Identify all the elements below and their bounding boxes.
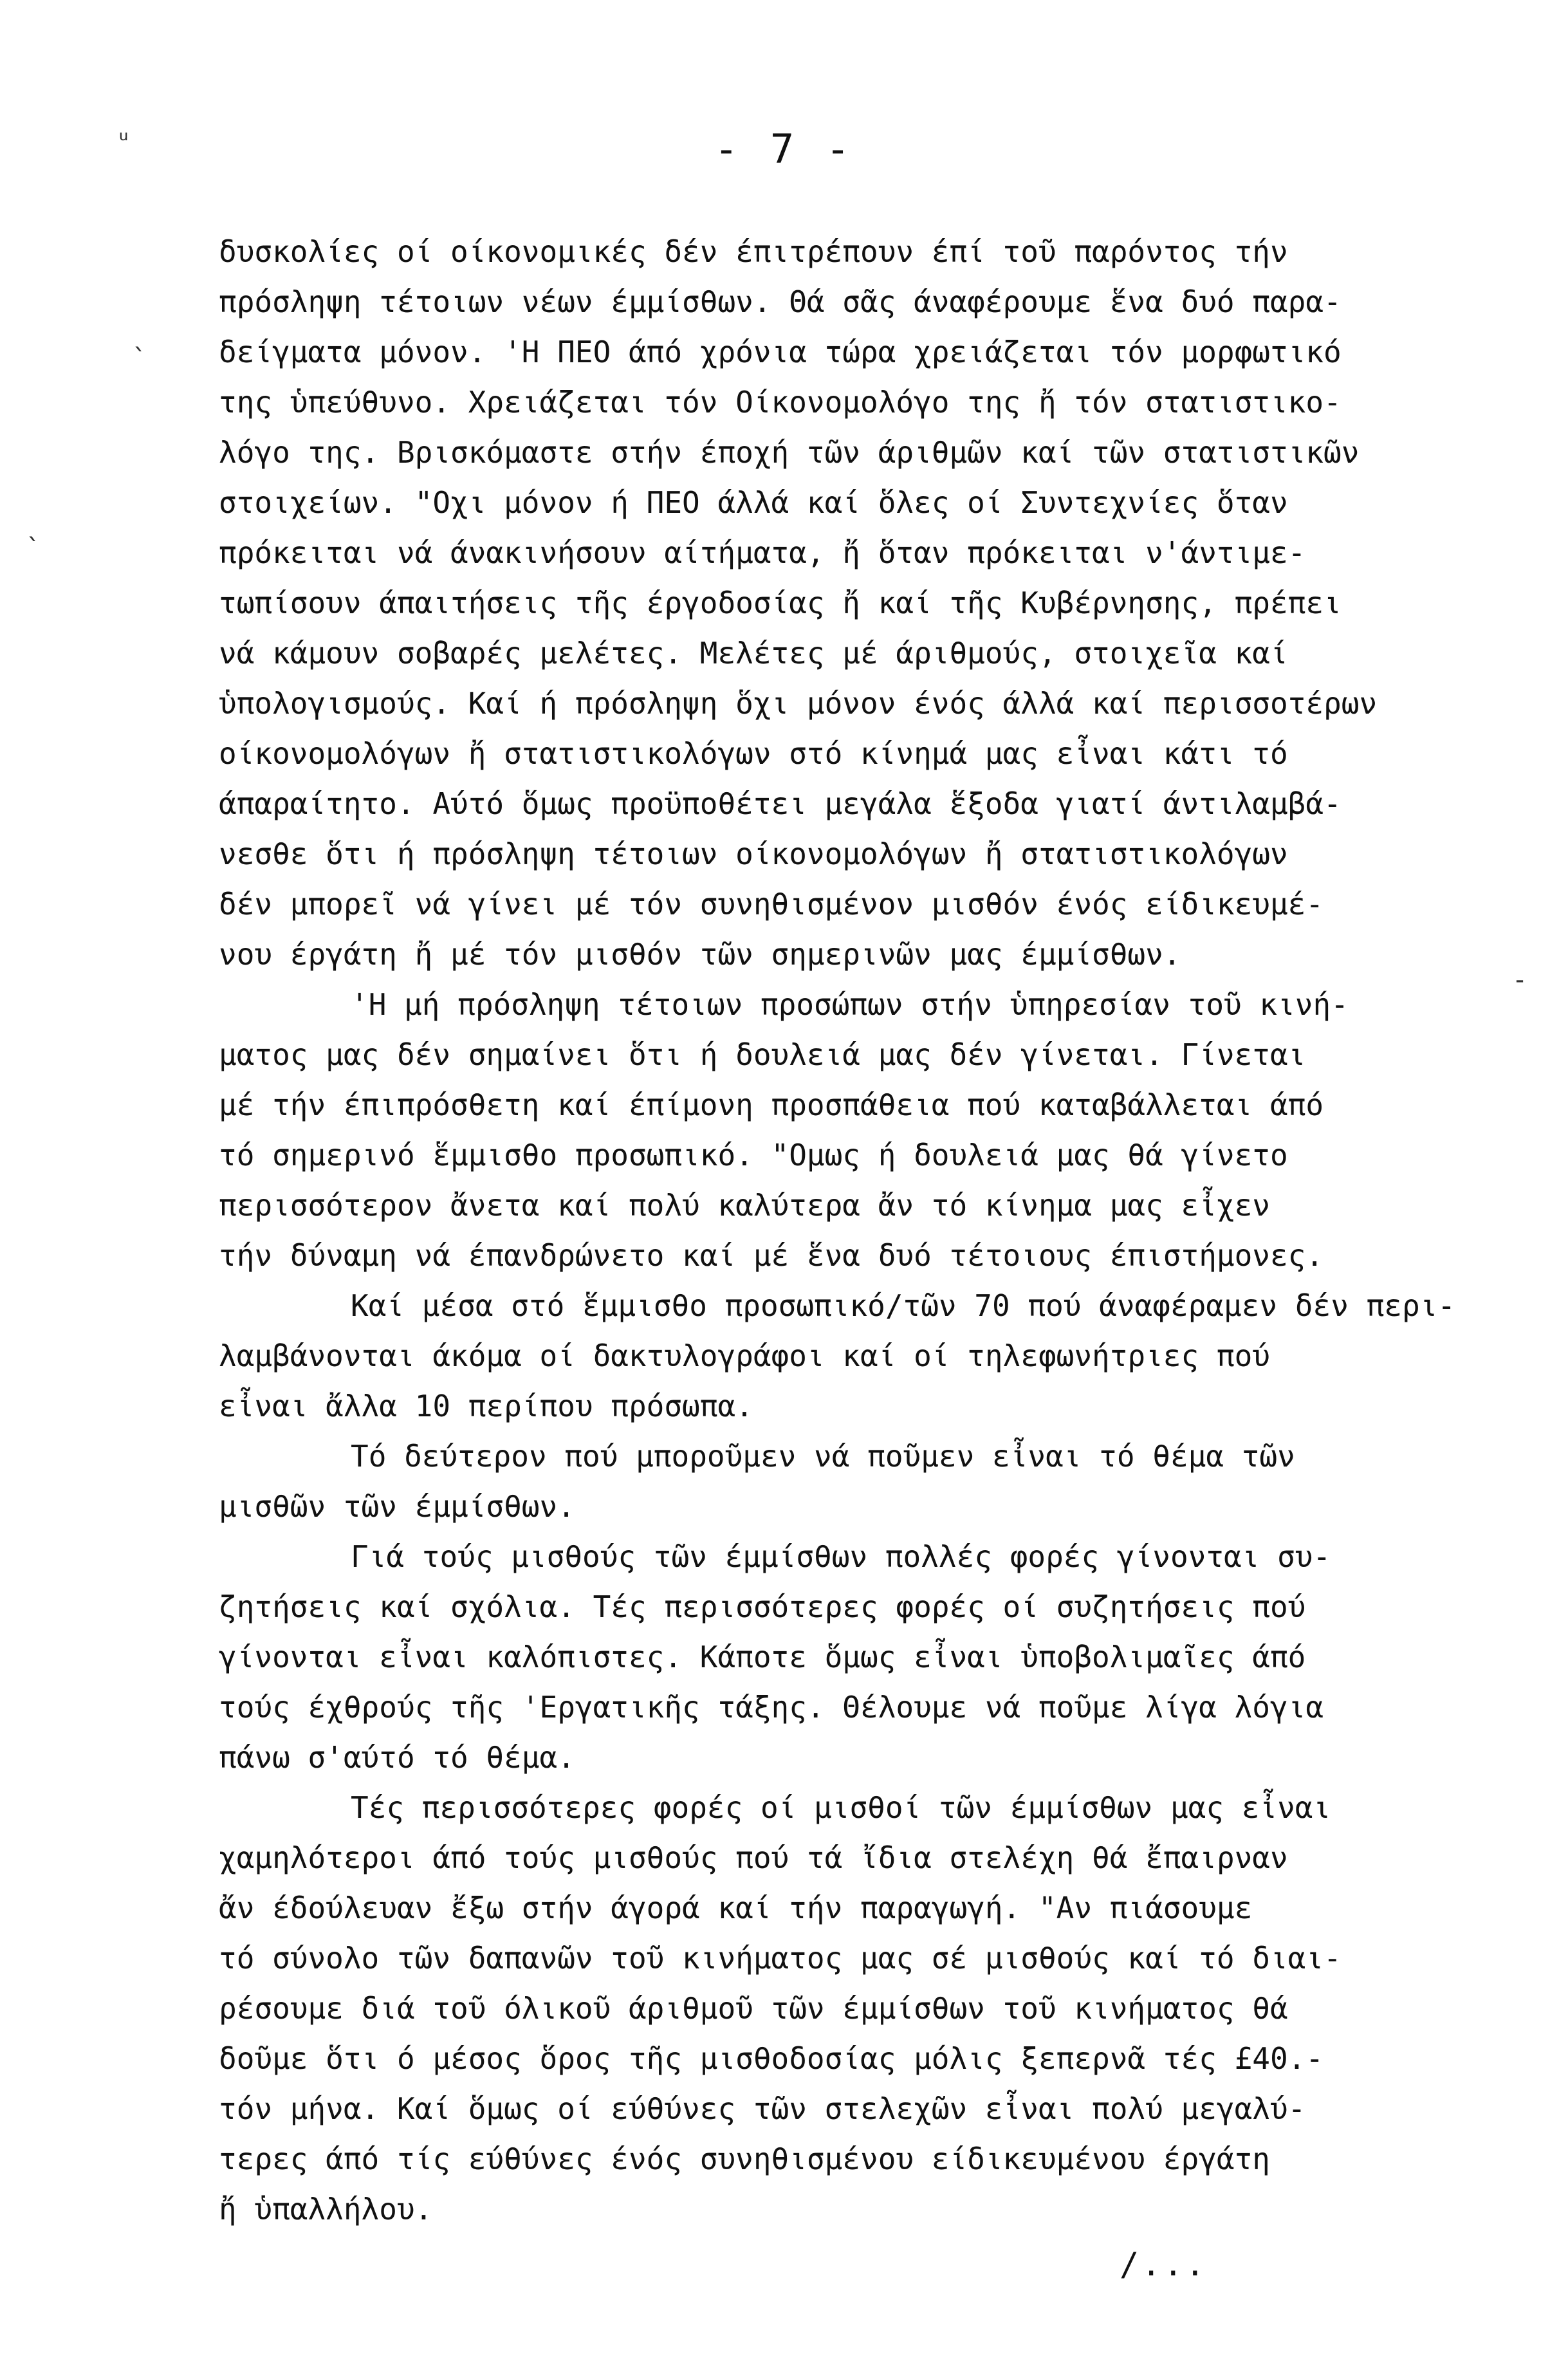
- text-line: ματος μας δέν σημαίνει ὅτι ή δουλειά μας δέν γίνεται. Γίνεται: [219, 1037, 1306, 1072]
- text-line: Γιά τούς μισθούς τῶν έμμίσθων πολλές φορές γίνονται συ-: [351, 1539, 1331, 1574]
- text-line: τό σημερινό ἕμμισθο προσωπικό. "Ομως ή δουλειά μας θά γίνετο: [219, 1138, 1288, 1172]
- text-line: μισθῶν τῶν έμμίσθων.: [219, 1489, 575, 1524]
- text-line: Τές περισσότερες φορές οί μισθοί τῶν έμμίσθων μας εἶναι: [351, 1790, 1331, 1825]
- text-line: δείγματα μόνον. 'Η ΠΕΟ άπό χρόνια τώρα χρειάζεται τόν μορφωτικό: [219, 335, 1342, 369]
- text-line: ρέσουμε διά τοῦ όλικοῦ άριθμοῦ τῶν έμμίσθων τοῦ κινήματος θά: [219, 1991, 1288, 2026]
- text-line: άπαραίτητο. Αύτό ὅμως προϋποθέτει μεγάλα ἕξοδα γιατί άντιλαμβά-: [219, 786, 1342, 821]
- stray-mark-top-left: ᵘ: [116, 125, 132, 155]
- text-line: χαμηλότεροι άπό τούς μισθούς πού τά ἴδια στελέχη θά ἔπαιρναν: [219, 1840, 1288, 1875]
- text-line: περισσότερον ἄνετα καί πολύ καλύτερα ἄν τό κίνημα μας εἶχεν: [219, 1188, 1270, 1223]
- page-number: - 7 -: [714, 125, 854, 172]
- text-line: τό σύνολο τῶν δαπανῶν τοῦ κινήματος μας σέ μισθούς καί τό διαι-: [219, 1941, 1342, 1976]
- text-line: πάνω σ'αύτό τό θέμα.: [219, 1740, 575, 1775]
- text-line: τούς έχθρούς τῆς 'Εργατικῆς τάξης. Θέλουμε νά ποῦμε λίγα λόγια: [219, 1690, 1324, 1725]
- text-line: ὑπολογισμούς. Καί ή πρόσληψη ὅχι μόνον ένός άλλά καί περισσοτέρων: [219, 686, 1378, 721]
- text-line: Καί μέσα στό ἕμμισθο προσωπικό/τῶν 70 πού άναφέραμεν δέν περι-: [351, 1288, 1456, 1323]
- text-line: οίκονομολόγων ἤ στατιστικολόγων στό κίνημά μας εἶναι κάτι τό: [219, 736, 1288, 771]
- text-line: της ὑπεύθυνο. Χρειάζεται τόν Οίκονομολόγο της ἤ τόν στατιστικο-: [219, 385, 1342, 420]
- text-line: τωπίσουν άπαιτήσεις τῆς έργοδοσίας ἤ καί τῆς Κυβέρνησης, πρέπει: [219, 586, 1342, 620]
- text-line: λαμβάνονται άκόμα οί δακτυλογράφοι καί οί τηλεφωνήτριες πού: [219, 1338, 1270, 1373]
- text-line: τήν δύναμη νά έπανδρώνετο καί μέ ἕνα δυό τέτοιους έπιστήμονες.: [219, 1238, 1324, 1273]
- text-line: ζητήσεις καί σχόλια. Τές περισσότερες φορές οί συζητήσεις πού: [219, 1589, 1306, 1624]
- text-line: γίνονται εἶναι καλόπιστες. Κάποτε ὅμως εἶναι ὑποβολιμαῖες άπό: [219, 1640, 1306, 1674]
- text-line: ἄν έδούλευαν ἔξω στήν άγορά καί τήν παραγωγή. "Αν πιάσουμε: [219, 1891, 1253, 1925]
- text-line: νου έργάτη ἤ μέ τόν μισθόν τῶν σημερινῶν μας έμμίσθων.: [219, 937, 1181, 972]
- text-line: 'Η μή πρόσληψη τέτοιων προσώπων στήν ὑπηρεσίαν τοῦ κινή-: [351, 987, 1349, 1022]
- text-line: τόν μήνα. Καί ὅμως οί εύθύνες τῶν στελεχῶν εἶναι πολύ μεγαλύ-: [219, 2091, 1306, 2126]
- text-line: δυσκολίες οί οίκονομικές δέν έπιτρέπουν έπί τοῦ παρόντος τήν: [219, 234, 1288, 269]
- stray-mark-left-1: `: [132, 344, 148, 374]
- document-body: [219, 227, 1480, 2234]
- text-line: δέν μπορεῖ νά γίνει μέ τόν συνηθισμένον μισθόν ένός είδικευμέ-: [219, 887, 1324, 921]
- text-line: Τό δεύτερον πού μποροῦμεν νά ποῦμεν εἶναι τό θέμα τῶν: [351, 1439, 1295, 1474]
- text-line: τερες άπό τίς εύθύνες ένός συνηθισμένου είδικευμένου έργάτη: [219, 2142, 1270, 2176]
- stray-mark-right-1: -: [1512, 965, 1528, 995]
- continuation-marker: /...: [1120, 2246, 1208, 2283]
- text-line: νεσθε ὅτι ή πρόσληψη τέτοιων οίκονομολόγων ἤ στατιστικολόγων: [219, 837, 1288, 871]
- text-line: εἶναι ἄλλα 10 περίπου πρόσωπα.: [219, 1389, 753, 1423]
- text-line: ἤ ὑπαλλήλου.: [219, 2192, 433, 2226]
- text-line: νά κάμουν σοβαρές μελέτες. Μελέτες μέ άριθμούς, στοιχεῖα καί: [219, 636, 1288, 671]
- stray-mark-left-2: `: [26, 534, 42, 564]
- text-line: πρόσληψη τέτοιων νέων έμμίσθων. Θά σᾶς άναφέρουμε ἕνα δυό παρα-: [219, 284, 1342, 319]
- text-line: στοιχείων. "Οχι μόνον ή ΠΕΟ άλλά καί ὅλες οί Συντεχνίες ὅταν: [219, 485, 1288, 520]
- text-line: μέ τήν έπιπρόσθετη καί έπίμονη προσπάθεια πού καταβάλλεται άπό: [219, 1088, 1324, 1122]
- text-line: πρόκειται νά άνακινήσουν αίτήματα, ἤ ὅταν πρόκειται ν'άντιμε-: [219, 535, 1306, 570]
- text-line: δοῦμε ὅτι ό μέσος ὅρος τῆς μισθοδοσίας μόλις ξεπερνᾶ τές £40.-: [219, 2041, 1324, 2076]
- text-line: λόγο της. Βρισκόμαστε στήν έποχή τῶν άριθμῶν καί τῶν στατιστικῶν: [219, 435, 1360, 470]
